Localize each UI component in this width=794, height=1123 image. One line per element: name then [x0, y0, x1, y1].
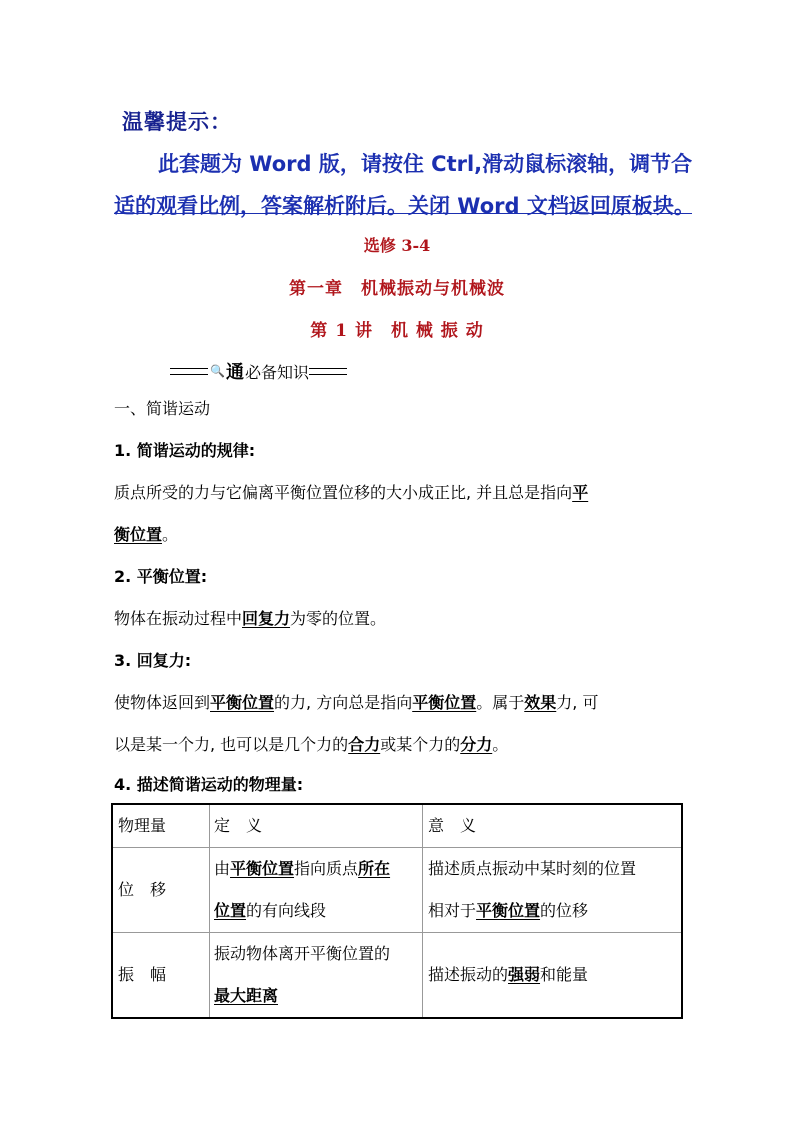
banner-left-bar [170, 368, 208, 375]
keyword: 平衡位置 [210, 693, 275, 712]
definition-cell [210, 848, 423, 933]
section-1-1-title: 1. 简谐运动的规律: [114, 441, 256, 460]
section-4-title: 4. 描述简谐运动的物理量: [114, 775, 304, 794]
keyword: 回复力 [242, 609, 291, 628]
text-run: 描述质点振动中某时刻的位置 [428, 859, 637, 878]
text-run: 力, 可 [556, 693, 599, 712]
magnifier-icon: 🔍 [210, 364, 225, 378]
keyword: 合力 [348, 735, 381, 754]
tong-badge-icon: 通 [225, 362, 244, 383]
section-2-title: 2. 平衡位置: [114, 567, 208, 586]
table-header-cell: 意 义 [423, 804, 683, 848]
meaning-cell [423, 848, 683, 933]
section-banner [170, 358, 347, 384]
definition-cell [210, 933, 423, 1019]
banner-right-bar [309, 368, 347, 375]
section-1-title: 一、简谐运动 [114, 399, 211, 418]
keyword: 平衡位置 [476, 901, 541, 920]
keyword: 平 [572, 483, 589, 502]
lecture-heading: 第 1 讲 机 械 振 动 [310, 321, 484, 341]
keyword: 分力 [460, 735, 493, 754]
table-row [112, 848, 682, 933]
keyword: 衡位置 [114, 525, 163, 544]
section-3-line-2 [114, 724, 508, 766]
text-run: 描述振动的 [428, 965, 509, 984]
table-header-cell: 定 义 [210, 804, 423, 848]
keyword: 所在 [358, 859, 391, 878]
notice-line-2: 适的观看比例，答案解析附后。关闭 Word 文档返回原板块。 [114, 194, 695, 218]
keyword: 效果 [524, 693, 557, 712]
text-run: 。 [162, 525, 179, 544]
elective-heading: 选修 3-4 [363, 236, 431, 255]
table-header-cell: 物理量 [112, 804, 210, 848]
chapter-heading: 第一章 机械振动与机械波 [289, 279, 505, 299]
table-header-row [112, 804, 682, 848]
table-row [112, 933, 682, 1019]
text-run: 的位移 [540, 901, 589, 920]
notice-underline [114, 213, 692, 214]
physical-quantities-table [111, 803, 683, 1019]
keyword: 位置 [214, 901, 247, 920]
text-run: 。属于 [476, 693, 525, 712]
keyword: 平衡位置 [230, 859, 295, 878]
notice-title: 温馨提示： [122, 110, 232, 134]
text-run: 以是某一个力, 也可以是几个力的 [114, 735, 349, 754]
text-run: 或某个力的 [380, 735, 461, 754]
text-run: 使物体返回到 [114, 693, 211, 712]
text-run: 指向质点 [294, 859, 359, 878]
keyword: 最大距离 [214, 986, 279, 1005]
row-name-displacement: 位 移 [112, 848, 210, 933]
text-run: 相对于 [428, 901, 477, 920]
keyword: 平衡位置 [412, 693, 477, 712]
section-1-1-line-1 [114, 472, 588, 514]
notice-line-1: 此套题为 Word 版，请按住 Ctrl,滑动鼠标滚轴，调节合 [158, 152, 693, 176]
banner-text: 必备知识 [244, 362, 309, 382]
meaning-cell [423, 933, 683, 1019]
text-run: 振动物体离开平衡位置的 [214, 944, 391, 963]
text-run: 和能量 [540, 965, 589, 984]
text-run: 的有向线段 [246, 901, 327, 920]
text-run: 为零的位置。 [290, 609, 387, 628]
text-run: 由 [214, 859, 231, 878]
section-3-title: 3. 回复力: [114, 651, 192, 670]
text-run: 物体在振动过程中 [114, 609, 243, 628]
text-run: 。 [492, 735, 509, 754]
text-run: 质点所受的力与它偏离平衡位置位移的大小成正比, 并且总是指向 [114, 483, 573, 502]
text-run: 的力, 方向总是指向 [274, 693, 413, 712]
section-2-line [114, 598, 386, 640]
section-3-line-1 [114, 682, 598, 724]
section-1-1-line-2 [114, 514, 178, 556]
keyword: 强弱 [508, 965, 541, 984]
row-name-amplitude: 振 幅 [112, 933, 210, 1019]
